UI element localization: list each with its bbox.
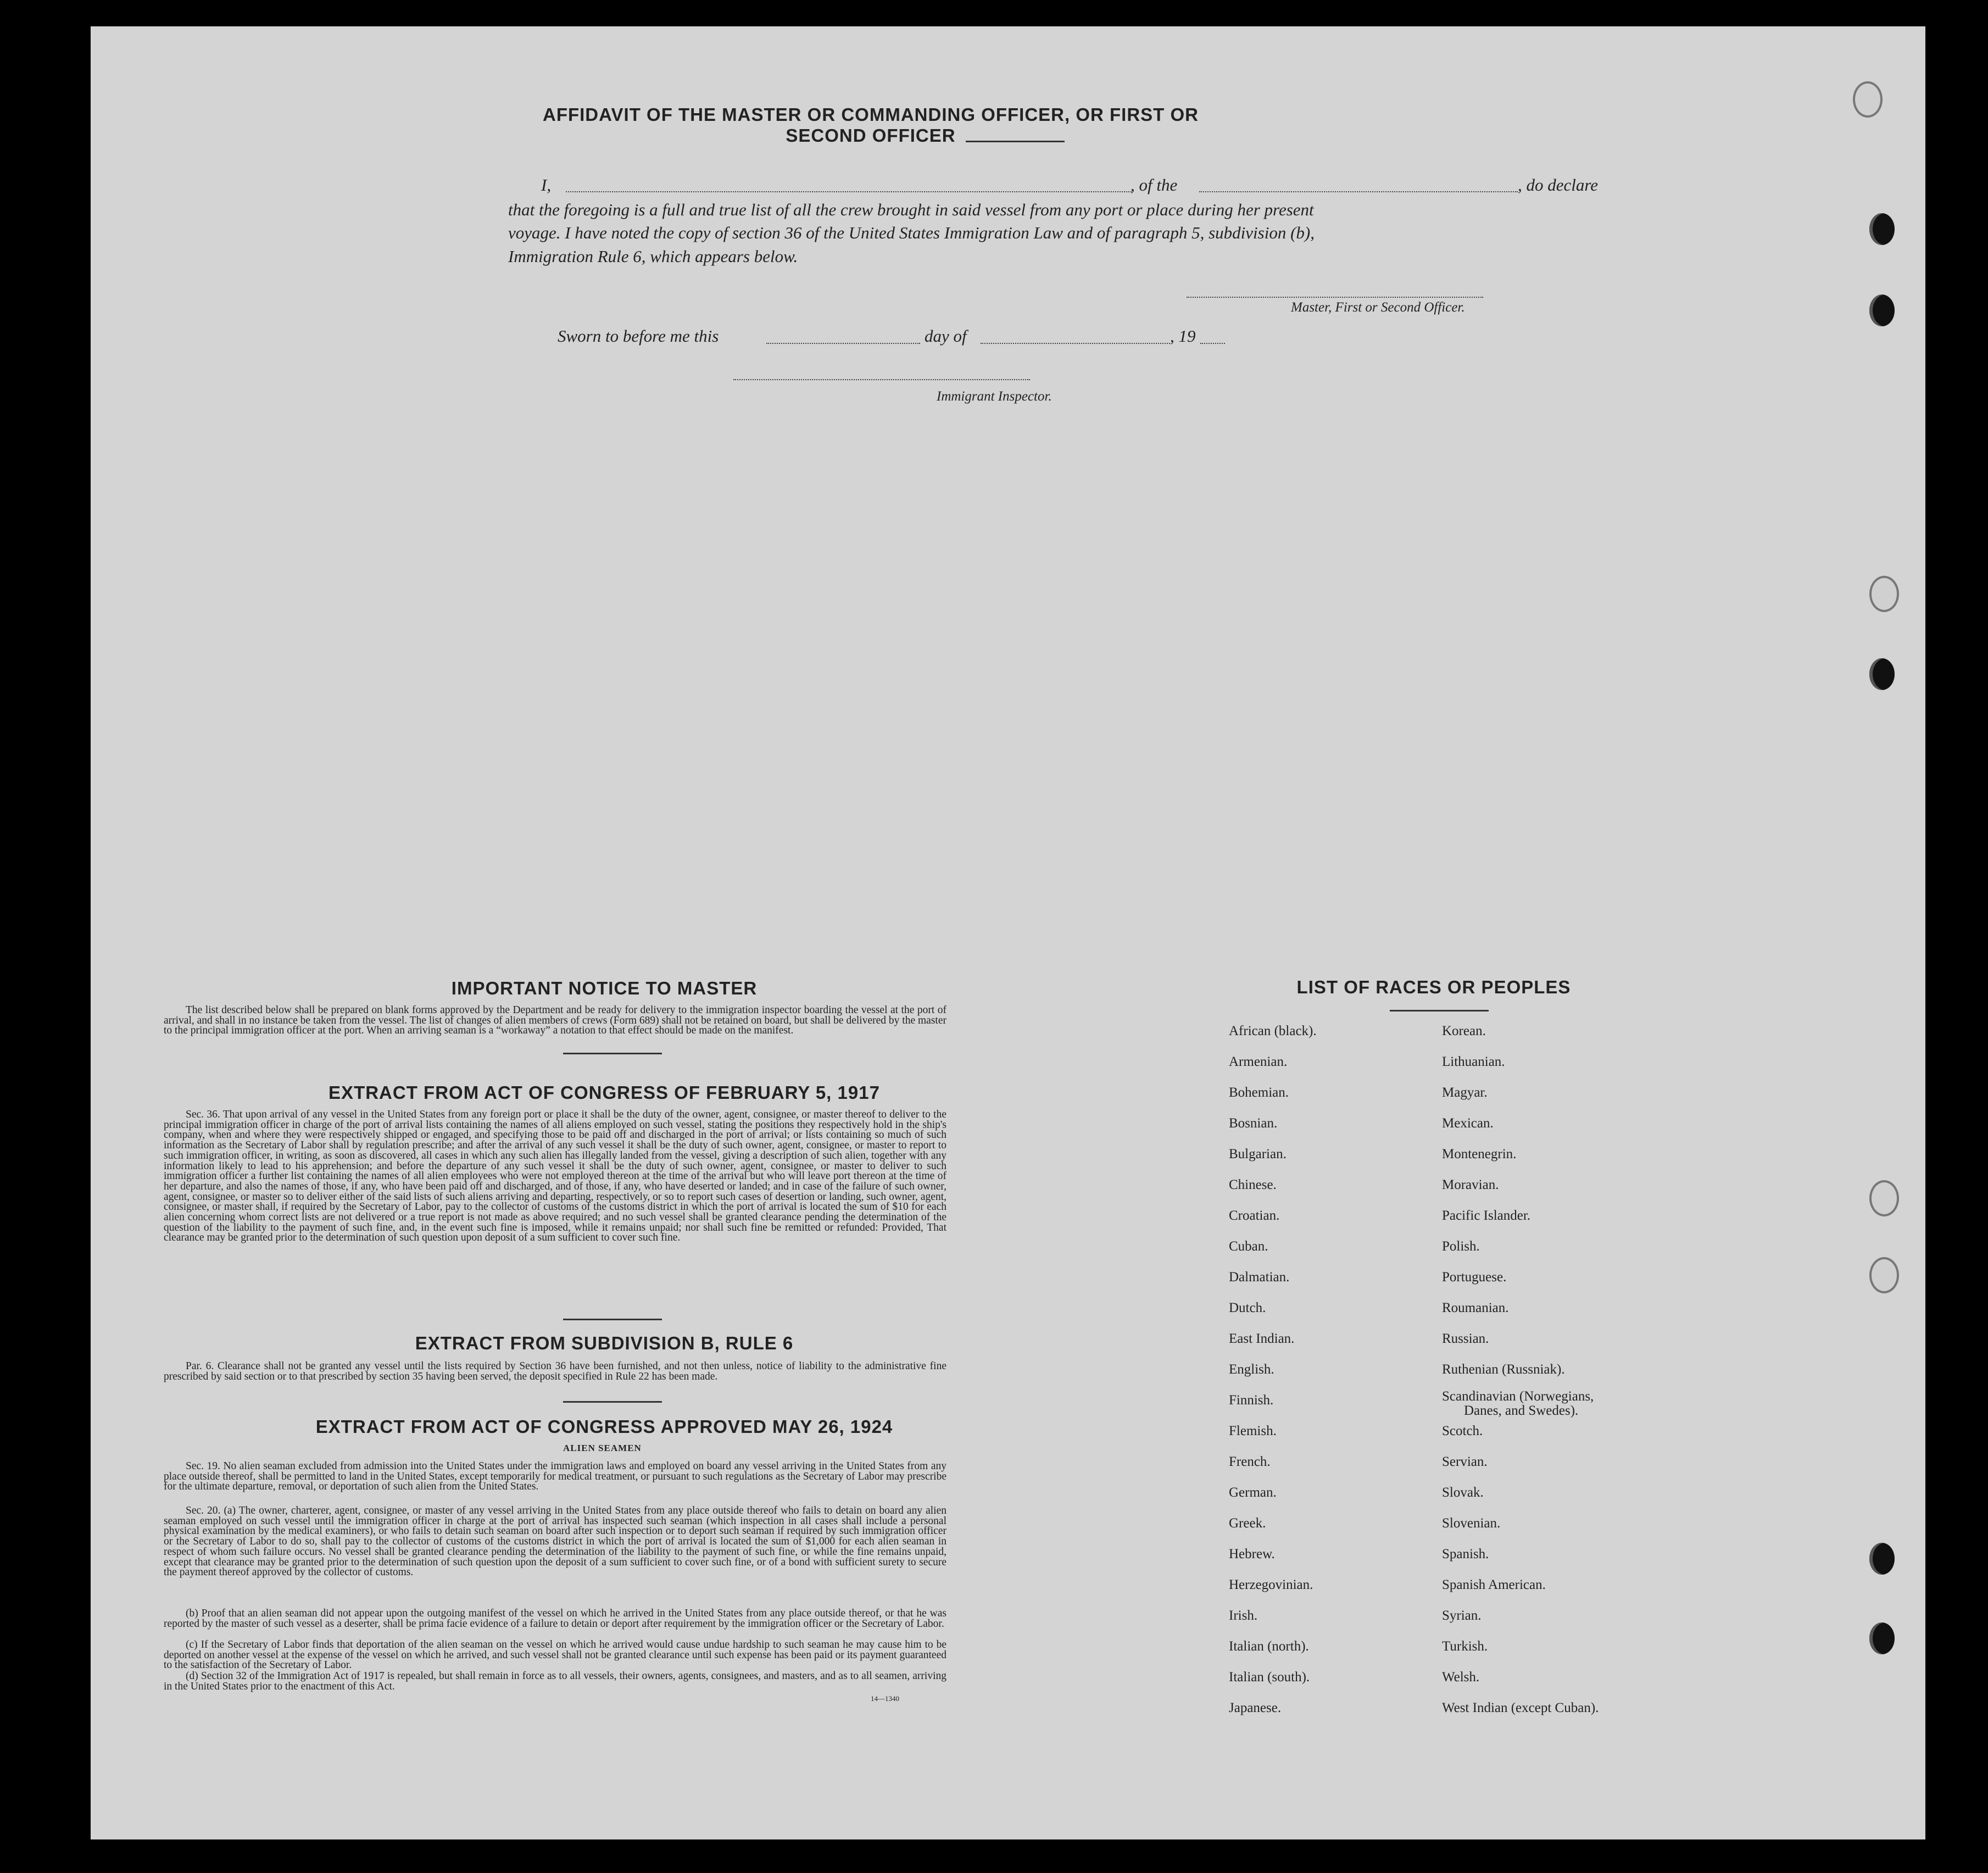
race-item: Bulgarian. bbox=[1229, 1147, 1287, 1161]
inspector-caption: Immigrant Inspector. bbox=[937, 389, 1052, 404]
extract-1917-divider bbox=[563, 1319, 662, 1320]
race-item: West Indian (except Cuban). bbox=[1442, 1700, 1599, 1715]
notice-title: IMPORTANT NOTICE TO MASTER bbox=[451, 978, 758, 998]
race-item: Italian (north). bbox=[1229, 1639, 1309, 1654]
race-item: East Indian. bbox=[1229, 1331, 1295, 1346]
sworn-month-field[interactable] bbox=[981, 343, 1170, 344]
race-item: Slovak. bbox=[1442, 1485, 1484, 1500]
race-item: Dalmatian. bbox=[1229, 1270, 1290, 1285]
document-page bbox=[91, 26, 1925, 1839]
races-divider bbox=[1390, 1010, 1489, 1011]
binder-hole bbox=[1869, 1257, 1899, 1293]
affidavit-title: AFFIDAVIT OF THE MASTER OR COMMANDING OFFICER, OR FIRST OR SECOND OFFICER bbox=[542, 104, 1199, 146]
race-item: Armenian. bbox=[1229, 1054, 1288, 1069]
affidavit-line1-of: , of the bbox=[1131, 175, 1178, 194]
binder-hole bbox=[1869, 576, 1899, 612]
races-title: LIST OF RACES OR PEOPLES bbox=[1296, 977, 1571, 997]
race-item: Hebrew. bbox=[1229, 1547, 1275, 1561]
master-signature-field[interactable] bbox=[1187, 297, 1483, 298]
sworn-day-of: day of bbox=[925, 326, 967, 346]
form-number: 14—1340 bbox=[871, 1694, 899, 1703]
race-item: Mexican. bbox=[1442, 1116, 1494, 1131]
race-item: Croatian. bbox=[1229, 1208, 1280, 1223]
race-item: Danes, and Swedes). bbox=[1464, 1403, 1579, 1418]
extract-1924-sec19: Sec. 19. No alien seaman excluded from admission into the United States under the immigration laws and employed on board any vessel arriving in the United States from any place outside thereof, shall be permitted to land in the United States, except temporarily for medical treatment, or pursuant to such regulations as the Secretary of Labor may prescribe for the ultimate departure, removal, or deportation of such alien from the United States. bbox=[164, 1460, 946, 1493]
inspector-signature-field[interactable] bbox=[733, 379, 1030, 380]
race-item: Japanese. bbox=[1229, 1700, 1282, 1715]
notice-text: The list described below shall be prepared on blank forms approved by the Department and be ready for delivery to the immigration inspector boarding the vessel at the port of arrival, and shall in no instance be taken from the vessel. The list of changes of alien members of crews (Form 689) shall not be retained on board, but shall be delivered by the master to the principal immigration officer at the port. When an arriving seaman is a “workaway” a notation to that effect should be made on the manifest. bbox=[164, 1004, 946, 1037]
race-item: Slovenian. bbox=[1442, 1516, 1501, 1531]
binder-hole bbox=[1869, 1180, 1899, 1216]
officer-name-field[interactable] bbox=[566, 191, 1132, 192]
sworn-day-field[interactable] bbox=[766, 343, 920, 344]
binder-hole bbox=[1869, 294, 1895, 326]
rule6-title: EXTRACT FROM SUBDIVISION B, RULE 6 bbox=[415, 1333, 794, 1353]
alien-seamen-subtitle: ALIEN SEAMEN bbox=[563, 1443, 642, 1453]
race-item: Ruthenian (Russniak). bbox=[1442, 1362, 1565, 1377]
binder-hole bbox=[1869, 658, 1895, 690]
affidavit-line1-i: I, bbox=[541, 175, 552, 194]
race-item: Turkish. bbox=[1442, 1639, 1488, 1654]
binder-hole bbox=[1869, 1622, 1895, 1654]
race-item: Polish. bbox=[1442, 1239, 1480, 1254]
extract-1917-text: Sec. 36. That upon arrival of any vessel in the United States from any foreign port or place it shall be the duty of the owner, agent, consignee, or master thereof to deliver to the principal immigration officer in charge of the port of arrival lists containing the names of all aliens employed on such vessel, stating the positions they respectively hold in the ship's company, when and where they were respectively shipped or engaged, and specifying those to be paid off and discharged in the port of arrival; or lists containing so much of such information as the Secretary of Labor shall by regulation prescribe; and after the arrival of any such vessel it shall be the duty of such owner, agent, consignee, or master to report to such immigration officer, in writing, as soon as discovered, all cases in which any such alien has illegally landed from the vessel, giving a description of such alien, together with any information likely to lead to his apprehension; and before the departure of any such vessel it shall be the duty of such owner, agent, consignee, or master to deliver to such immigration officer a further list containing the names of all alien employees who were not employed thereon at the time of the arrival but who will leave port thereon at the time of her departure, and also the names of those, if any, who have been paid off and discharged, and of those, if any, who have deserted or landed; and in case of the failure of such owner, agent, consignee, or master so to deliver either of the said lists of such aliens arriving and departing, respectively, or so to report such cases of desertion or landing, such owner, agent, consignee, or master shall, if required by the Secretary of Labor, pay to the collector of customs of the customs district in which the port of arrival is located the sum of $10 for each alien concerning whom correct lists are not delivered or a true report is not made as above required; and no such vessel shall be granted clearance pending the determination of the question of the liability to the payment of such fine, and, in the event such fine is imposed, while it remains unpaid; nor shall such fine be remitted or refunded: Provided, That clearance may be granted prior to the determination of such question upon deposit of a sum sufficient to cover such fine. bbox=[164, 1109, 946, 1244]
extract-1924-title: EXTRACT FROM ACT OF CONGRESS APPROVED MAY 26, 1924 bbox=[315, 1416, 893, 1437]
race-item: Scotch. bbox=[1442, 1424, 1483, 1438]
title-divider bbox=[966, 141, 1065, 142]
sworn-year-prefix: , 19 bbox=[1170, 326, 1196, 346]
rule6-text: Par. 6. Clearance shall not be granted any vessel until the lists required by Section 36 have been furnished, and not then unless, notice of liability to the administrative fine prescribed by said section or to that prescribed by section 35 having been served, the deposit specified in Rule 22 has been made. bbox=[164, 1360, 946, 1382]
binder-hole bbox=[1869, 1543, 1895, 1575]
sworn-label: Sworn to before me this bbox=[558, 326, 719, 346]
race-item: Bosnian. bbox=[1229, 1116, 1278, 1131]
race-item: Roumanian. bbox=[1442, 1300, 1509, 1315]
race-item: Scandinavian (Norwegians, bbox=[1442, 1389, 1594, 1404]
race-item: Cuban. bbox=[1229, 1239, 1268, 1254]
vessel-name-field[interactable] bbox=[1199, 191, 1518, 192]
race-item: Welsh. bbox=[1442, 1670, 1480, 1685]
extract-1924-sec20a: Sec. 20. (a) The owner, charterer, agent, consignee, or master of any vessel arriving in the United States from any place outside thereof who fails to detain on board any alien seaman employed on such vessel until the immigration officer in charge at the port of arrival has inspected such seaman (which inspection in all cases shall include a personal physical examination by the medical examiners), or who fails to detain such seaman on board after such inspection or to deport such seaman if required by such immigration officer or the Secretary of Labor to do so, shall pay to the collector of customs of the customs district in which the port of arrival is located the sum of $1,000 for each alien seaman in respect of whom such failure occurs. No vessel shall be granted clearance pending the determination of the liability to the payment of such fine, or while the fine remains unpaid, except that clearance may be granted prior to the determination of such question upon the deposit of a sum sufficient to cover such fine, or of a bond with sufficient surety to secure the payment thereof approved by the collector of customs. bbox=[164, 1505, 946, 1579]
race-item: Bohemian. bbox=[1229, 1085, 1289, 1100]
binder-hole bbox=[1853, 81, 1883, 118]
race-item: German. bbox=[1229, 1485, 1277, 1500]
extract-1924-sec20b: (b) Proof that an alien seaman did not appear upon the outgoing manifest of the vessel on which he arrived in the United States from any place outside thereof, or that he was reported by the master of such vessel as a deserter, shall be prima facie evidence of a failure to detain or deport after requirement by the immigration officer or the Secretary of Labor. bbox=[164, 1608, 946, 1630]
race-item: Russian. bbox=[1442, 1331, 1489, 1346]
notice-divider bbox=[563, 1053, 662, 1054]
affidavit-body-line3: voyage. I have noted the copy of section 36 of the United States Immigration Law and of paragraph 5, subdivision (b), bbox=[508, 223, 1315, 242]
extract-1924-sec20c: (c) If the Secretary of Labor finds that deportation of the alien seaman on the vessel on which he arrived would cause undue hardship to such seaman he may cause him to be deported on another vessel at the expense of the vessel on which he arrived, and such vessel shall not be granted clearance until such expense has been paid or its payment guaranteed to the satisfaction of the Secretary of Labor. bbox=[164, 1639, 946, 1671]
master-signature-caption: Master, First or Second Officer. bbox=[1291, 300, 1465, 315]
race-item: Pacific Islander. bbox=[1442, 1208, 1531, 1223]
race-item: Finnish. bbox=[1229, 1393, 1274, 1408]
race-item: Irish. bbox=[1229, 1608, 1258, 1623]
race-item: Lithuanian. bbox=[1442, 1054, 1505, 1069]
extract-1924-sec20d: (d) Section 32 of the Immigration Act of 1917 is repealed, but shall remain in force as to all vessels, their owners, agents, consignees, and masters, and as to all seamen, arriving in the United States prior to the enactment of this Act. bbox=[164, 1670, 946, 1692]
extract-1917-title: EXTRACT FROM ACT OF CONGRESS OF FEBRUARY 5, 1917 bbox=[328, 1082, 880, 1103]
affidavit-body-line4: Immigration Rule 6, which appears below. bbox=[508, 247, 798, 266]
binder-hole bbox=[1869, 213, 1895, 245]
race-item: Servian. bbox=[1442, 1454, 1488, 1469]
race-item: Korean. bbox=[1442, 1024, 1486, 1038]
affidavit-line1-declare: , do declare bbox=[1518, 175, 1599, 194]
race-item: Spanish. bbox=[1442, 1547, 1489, 1561]
sworn-year-field[interactable] bbox=[1200, 343, 1225, 344]
race-item: Syrian. bbox=[1442, 1608, 1482, 1623]
race-item: Spanish American. bbox=[1442, 1577, 1546, 1592]
race-item: Montenegrin. bbox=[1442, 1147, 1517, 1161]
race-item: Herzegovinian. bbox=[1229, 1577, 1313, 1592]
race-item: African (black). bbox=[1229, 1024, 1317, 1038]
race-item: Chinese. bbox=[1229, 1177, 1277, 1192]
race-item: Greek. bbox=[1229, 1516, 1266, 1531]
race-item: Magyar. bbox=[1442, 1085, 1488, 1100]
race-item: French. bbox=[1229, 1454, 1271, 1469]
race-item: Dutch. bbox=[1229, 1300, 1266, 1315]
race-item: Italian (south). bbox=[1229, 1670, 1310, 1685]
race-item: Moravian. bbox=[1442, 1177, 1499, 1192]
race-item: Portuguese. bbox=[1442, 1270, 1507, 1285]
race-item: Flemish. bbox=[1229, 1424, 1277, 1438]
affidavit-body-line2: that the foregoing is a full and true list of all the crew brought in said vessel from any port or place during her present bbox=[508, 200, 1314, 219]
rule6-divider bbox=[563, 1401, 662, 1403]
race-item: English. bbox=[1229, 1362, 1274, 1377]
